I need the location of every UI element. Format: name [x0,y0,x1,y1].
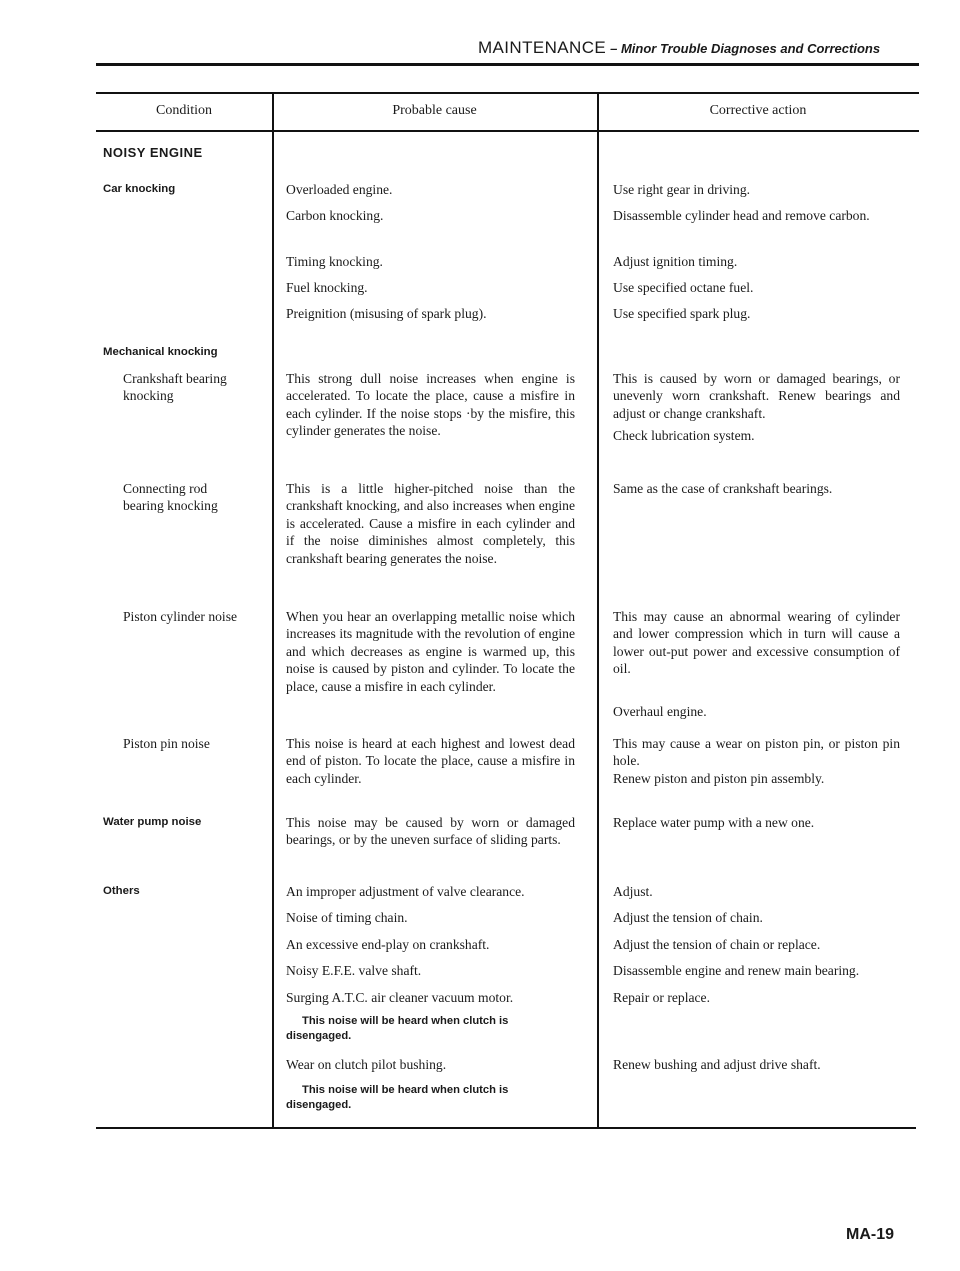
action-renew-piston: Renew piston and piston pin assembly. [613,771,825,786]
header-title: MAINTENANCE [478,38,607,57]
condition-piston-cylinder: Piston cylinder noise [123,609,238,624]
page-header [478,38,880,58]
cause-piston-pin: This noise is heard at each highest and lowest dead end of piston. To locate the place, cause a misfire in each cylinder. [286,736,575,786]
action-piston-pin: This may cause a wear on piston pin, or piston pin hole. [613,736,900,769]
condition-water-pump: Water pump noise [103,816,202,828]
action-crankshaft: This is caused by worn or damaged bearings, or unevenly worn crankshaft. Renew bearings and adjust or change crankshaft. [613,371,900,421]
cause-preignition: Preignition (misusing of spark plug). [286,306,487,321]
cause-end-play: An excessive end-play on crankshaft. [286,937,490,952]
condition-mechanical-knocking: Mechanical knocking [103,346,218,358]
condition-others: Others [103,885,140,897]
action-remove-carbon: Disassemble cylinder head and remove carbon. [613,208,870,223]
action-right-gear: Use right gear in driving. [613,182,751,197]
cause-timing: Timing knocking. [286,254,383,269]
action-connecting-rod: Same as the case of crankshaft bearings. [613,481,833,496]
action-spark-plug: Use specified spark plug. [613,306,751,321]
action-main-bearing: Disassemble engine and renew main bearing. [613,963,860,978]
action-octane-fuel: Use specified octane fuel. [613,280,754,295]
condition-car-knocking: Car knocking [103,183,176,195]
action-water-pump: Replace water pump with a new one. [613,815,815,830]
cause-overloaded: Overloaded engine. [286,182,393,197]
column-header-condition: Condition [155,103,212,118]
header-subtitle: – Minor Trouble Diagnoses and Corrections [610,41,881,56]
table-head-rule [96,130,919,132]
action-piston-cylinder: This may cause an abnormal wearing of cylinder and lower compression which in turn will cause a lower out-put power and excessive consumption of oil. [613,609,900,677]
column-divider-2 [597,94,599,1128]
action-adjust: Adjust. [613,884,653,899]
action-lubrication: Check lubrication system. [613,428,755,443]
condition-piston-pin: Piston pin noise [123,736,210,751]
section-title: NOISY ENGINE [103,145,203,160]
column-header-cause: Probable cause [392,103,477,118]
cause-timing-chain: Noise of timing chain. [286,910,408,925]
table-bottom-rule [96,1127,916,1129]
condition-connecting-rod: Connecting rod bearing knocking [123,481,218,514]
column-divider-1 [272,94,274,1128]
cause-atc-motor: Surging A.T.C. air cleaner vacuum motor. [286,990,514,1005]
cause-fuel: Fuel knocking. [286,280,368,295]
cause-valve-clearance: An improper adjustment of valve clearance. [286,884,525,899]
condition-crankshaft: Crankshaft bearing knocking [123,371,227,404]
cause-note-clutch-2: This noise will be heard when clutch is disengaged. [286,1084,509,1111]
action-chain-tension: Adjust the tension of chain. [613,910,763,925]
cause-piston-cylinder: When you hear an overlapping metallic noise which increases its magnitude with the revolution of engine and which decreases as engine is warmed up, this noise is caused by piston and cylinder. To locate the place, cause a misfire in each cylinder. [286,609,575,694]
action-overhaul: Overhaul engine. [613,704,707,719]
cause-carbon: Carbon knocking. [286,208,384,223]
action-repair: Repair or replace. [613,990,710,1005]
cause-connecting-rod: This is a little higher-pitched noise than the crankshaft knocking, and also increases when engine is accelerated. Cause a misfire in each cylinder and if the noise diminishes almost completely, this crankshaft bearing generates the noise. [286,481,575,566]
header-rule [96,63,919,66]
cause-crankshaft: This strong dull noise increases when engine is accelerated. To locate the place, cause a misfire in each cylinder. If the noise stops ·by the misfire, this cylinder generates the noise. [286,371,575,439]
cause-note-clutch-1: This noise will be heard when clutch is disengaged. [286,1015,509,1042]
action-ignition-timing: Adjust ignition timing. [613,254,738,269]
action-renew-bushing: Renew bushing and adjust drive shaft. [613,1057,821,1072]
page-number: MA-19 [846,1226,895,1243]
action-chain-replace: Adjust the tension of chain or replace. [613,937,821,952]
cause-water-pump: This noise may be caused by worn or damaged bearings, or by the uneven surface of sliding parts. [286,815,575,848]
cause-efe-valve: Noisy E.F.E. valve shaft. [286,963,422,978]
cause-pilot-bushing: Wear on clutch pilot bushing. [286,1057,447,1072]
column-header-action: Corrective action [709,103,807,118]
table-top-rule [96,92,919,94]
